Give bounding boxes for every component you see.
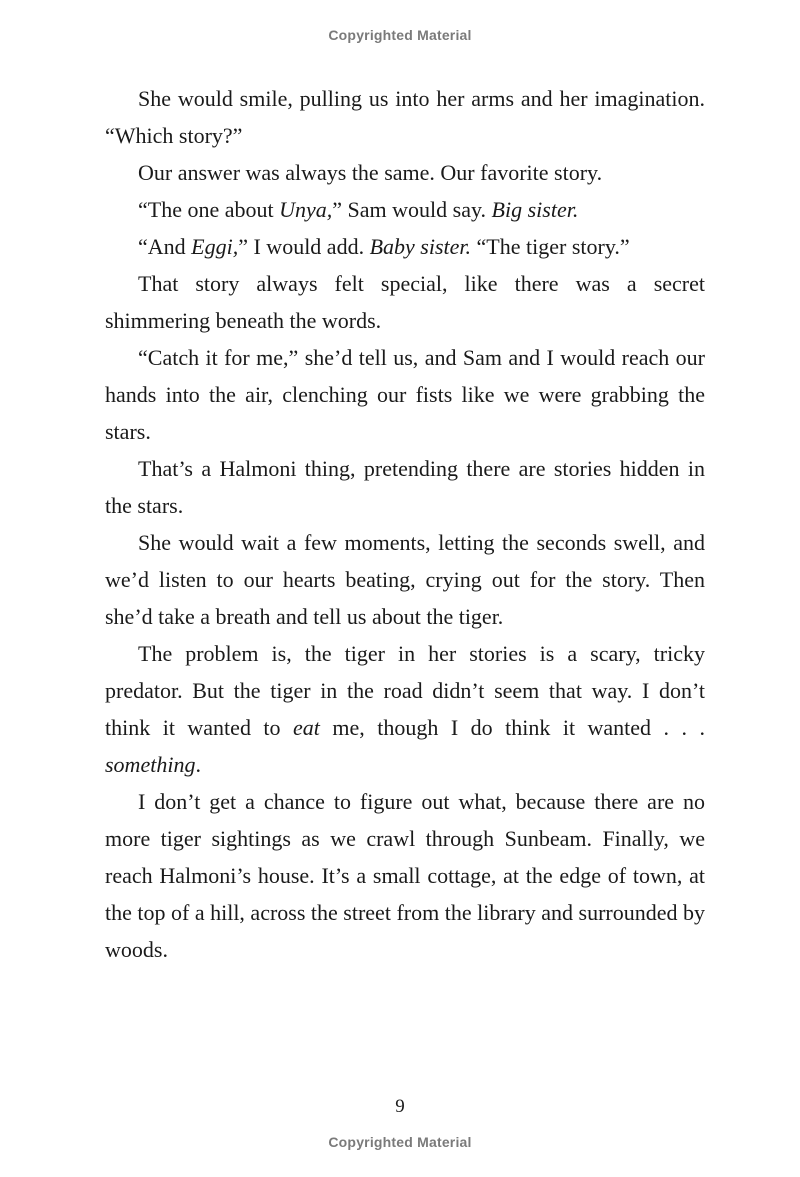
paragraph (105, 228, 705, 265)
italic-text-run: Baby sister. (369, 234, 472, 259)
text-run: “The one about (138, 197, 280, 222)
copyright-watermark-bottom: Copyrighted Material (328, 1134, 472, 1150)
page-number: 9 (395, 1096, 405, 1117)
paragraph: That’s a Halmoni thing, pretending there are stories hidden in the stars. (105, 456, 705, 518)
paragraph: I don’t get a chance to figure out what, because there are no more tiger sightings as we crawl through Sunbeam. Finally, we reach Halmoni’s house. It’s a small cottage, at the edge of town, at the top of a hill, across the street from the library and surrounded by woods. (105, 789, 705, 962)
paragraph: That story always felt special, like there was a secret shimmering beneath the words. (105, 271, 705, 333)
text-run: ” I would add. (238, 234, 370, 259)
copyright-watermark-top: Copyrighted Material (328, 27, 472, 43)
italic-text-run: Unya, (279, 197, 333, 222)
italic-text-run: eat (293, 715, 320, 740)
italic-text-run: Eggi, (191, 234, 239, 259)
page-body-text (105, 80, 705, 968)
text-run: me, though I do think it wanted . . . (319, 715, 705, 740)
paragraph: Our answer was always the same. Our favorite story. (138, 160, 603, 185)
paragraph: She would wait a few moments, letting the seconds swell, and we’d listen to our hearts beating, crying out for the story. Then she’d take a breath and tell us about the tiger. (105, 530, 705, 629)
paragraph (105, 191, 705, 228)
text-run: . (195, 752, 201, 777)
text-run: ” Sam would say. (332, 197, 492, 222)
text-run: “And (138, 234, 192, 259)
text-run: “The tiger story.” (471, 234, 630, 259)
paragraph (105, 635, 705, 783)
italic-text-run: Big sister. (491, 197, 579, 222)
text-run: The problem is, the tiger in her stories is a scary, tricky predator. But the tiger in the road didn’t seem that way. I don’t think it wanted to (105, 641, 705, 740)
paragraph: “Catch it for me,” she’d tell us, and Sam and I would reach our hands into the air, clenching our fists like we were grabbing the stars. (105, 345, 705, 444)
paragraph: She would smile, pulling us into her arms and her imagination. “Which story?” (105, 86, 705, 148)
italic-text-run: something (105, 752, 196, 777)
